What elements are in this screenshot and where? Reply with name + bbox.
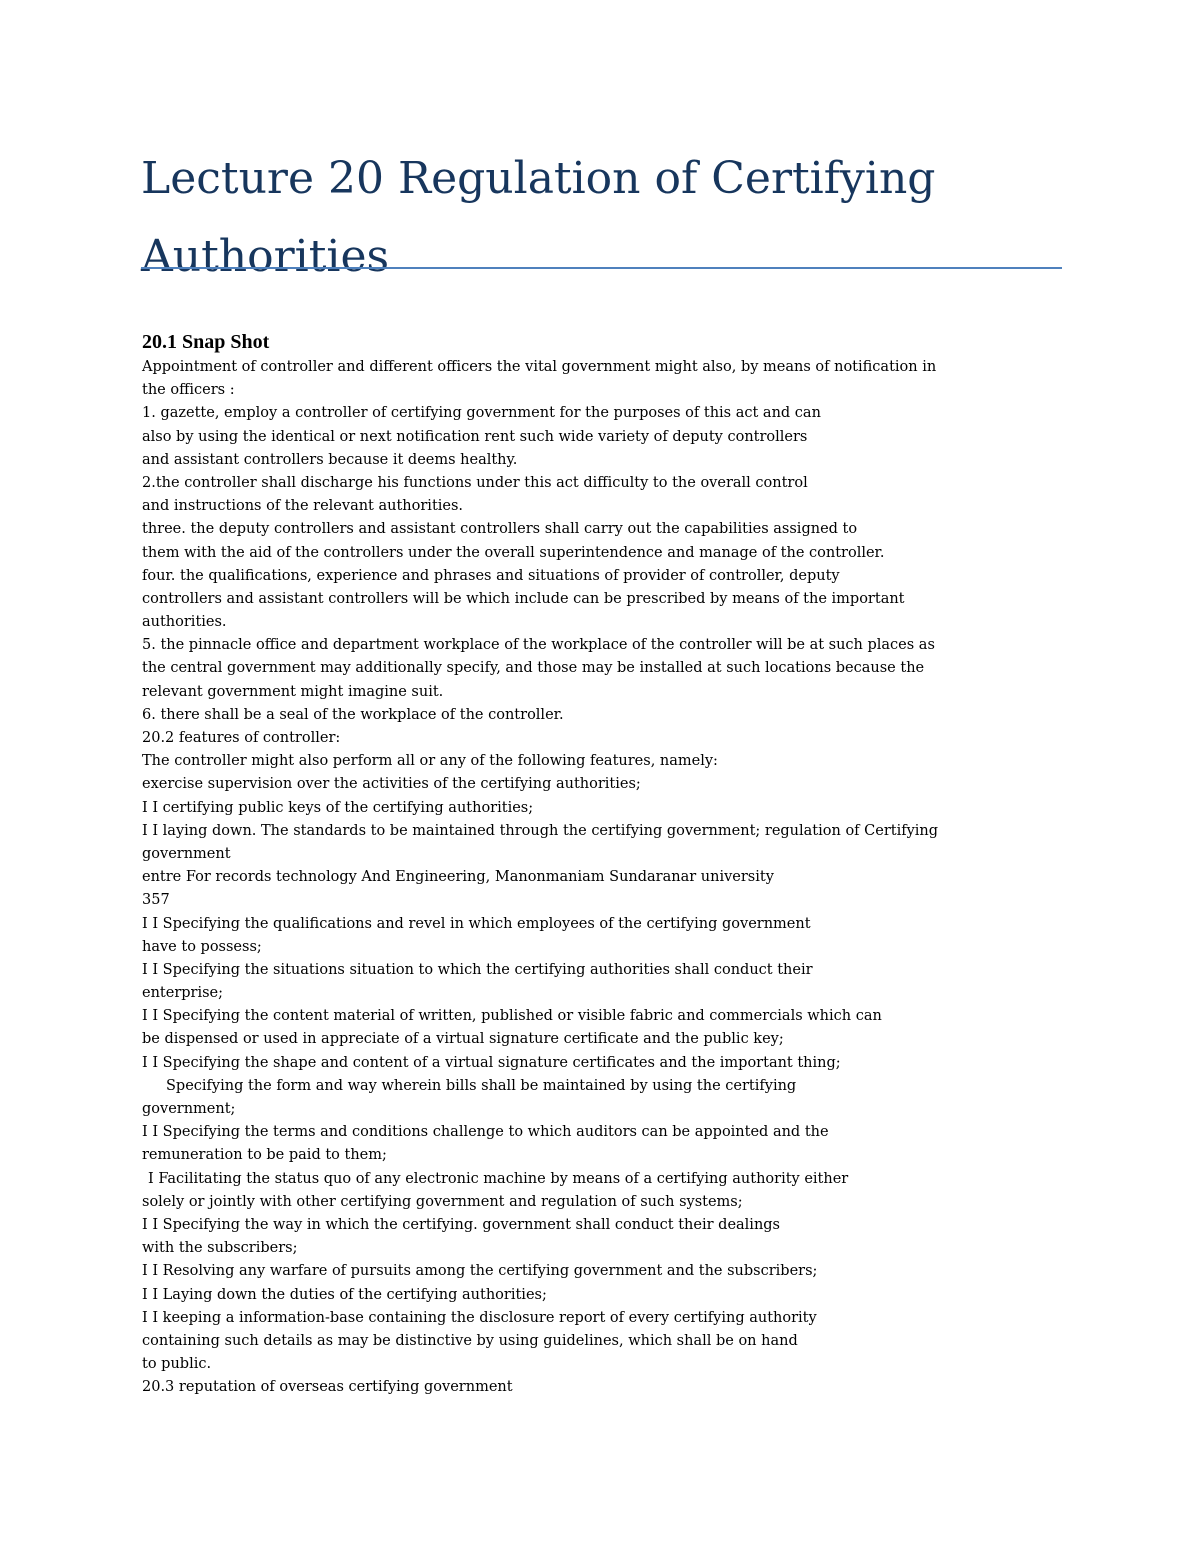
text-line: government; — [142, 1101, 236, 1117]
text-line: and instructions of the relevant authorities. — [142, 498, 464, 515]
text-line: government — [142, 845, 231, 862]
text-line: controllers and assistant controllers will be which include can be prescribed by means of the important — [142, 590, 905, 607]
text-line: also by using the identical or next notification rent such wide variety of deputy controllers — [142, 428, 808, 445]
text-line: the officers : — [142, 382, 235, 399]
list-item: I I Specifying the content material of written, published or visible fabric and commercials which can — [142, 1008, 882, 1025]
page-title: Lecture 20 Regulation of Certifying Authorities — [141, 153, 936, 282]
list-item: I Facilitating the status quo of any electronic machine by means of a certifying authority either — [148, 1170, 849, 1187]
text-line: enterprise; — [142, 985, 224, 1002]
list-item: Specifying the form and way wherein bills shall be maintained by using the certifying — [166, 1077, 797, 1094]
text-line: four. the qualifications, experience and phrases and situations of provider of controller, deputy — [142, 567, 840, 584]
text-line: solely or jointly with other certifying government and regulation of such systems; — [142, 1193, 743, 1210]
text-line: have to possess; — [142, 938, 262, 955]
text-line: 2.the controller shall discharge his functions under this act difficulty to the overall control — [142, 474, 808, 491]
text-line: them with the aid of the controllers under the overall superintendence and manage of the controller. — [142, 544, 885, 561]
text-line: Appointment of controller and different officers the vital government might also, by means of notification in — [142, 359, 937, 375]
text-line: with the subscribers; — [142, 1240, 298, 1257]
title-underline — [141, 267, 1062, 269]
text-line: containing such details as may be distinctive by using guidelines, which shall be on hand — [142, 1332, 798, 1349]
list-item: I I Specifying the situations situation to which the certifying authorities shall conduct their — [142, 961, 813, 978]
page-number: 357 — [142, 892, 170, 909]
text-line: remuneration to be paid to them; — [142, 1147, 387, 1164]
text-line: relevant government might imagine suit. — [142, 683, 444, 700]
text-line: exercise supervision over the activities of the certifying authorities; — [142, 776, 641, 793]
text-line: The controller might also perform all or any of the following features, namely: — [142, 753, 718, 770]
text-line: and assistant controllers because it deems healthy. — [142, 451, 518, 468]
list-item: I I certifying public keys of the certifying authorities; — [142, 799, 534, 816]
body-text — [142, 356, 1062, 1399]
section-heading: 20.1 Snap Shot — [142, 331, 270, 353]
list-item: I I Specifying the way in which the certifying. government shall conduct their dealings — [142, 1216, 780, 1233]
list-item: I I laying down. The standards to be maintained through the certifying government; regulation of Certifying — [142, 822, 939, 839]
list-item: I I keeping a information-base containing the disclosure report of every certifying authority — [142, 1309, 817, 1326]
text-line: be dispensed or used in appreciate of a virtual signature certificate and the public key; — [142, 1031, 784, 1048]
text-line: 5. the pinnacle office and department workplace of the workplace of the controller will be at such places as — [142, 637, 935, 654]
page-footer-text: entre For records technology And Engineering, Manonmaniam Sundaranar university — [142, 869, 774, 886]
text-line: to public. — [142, 1356, 212, 1373]
list-item: I I Specifying the terms and conditions challenge to which auditors can be appointed and the — [142, 1124, 829, 1141]
list-item: I I Laying down the duties of the certifying authorities; — [142, 1286, 547, 1303]
list-item: I I Specifying the shape and content of a virtual signature certificates and the important thing; — [142, 1054, 841, 1071]
text-line: authorities. — [142, 614, 227, 631]
text-line: 6. there shall be a seal of the workplace of the controller. — [142, 706, 564, 723]
list-item: I I Resolving any warfare of pursuits among the certifying government and the subscribers; — [142, 1263, 818, 1280]
subsection-heading: 20.3 reputation of overseas certifying government — [142, 1379, 513, 1396]
list-item: I I Specifying the qualifications and revel in which employees of the certifying government — [142, 915, 811, 932]
text-line: three. the deputy controllers and assistant controllers shall carry out the capabilities assigned to — [142, 521, 858, 538]
text-line: the central government may additionally specify, and those may be installed at such locations because the — [142, 660, 925, 677]
subsection-heading: 20.2 features of controller: — [142, 730, 341, 746]
text-line: 1. gazette, employ a controller of certifying government for the purposes of this act and can — [142, 405, 821, 422]
